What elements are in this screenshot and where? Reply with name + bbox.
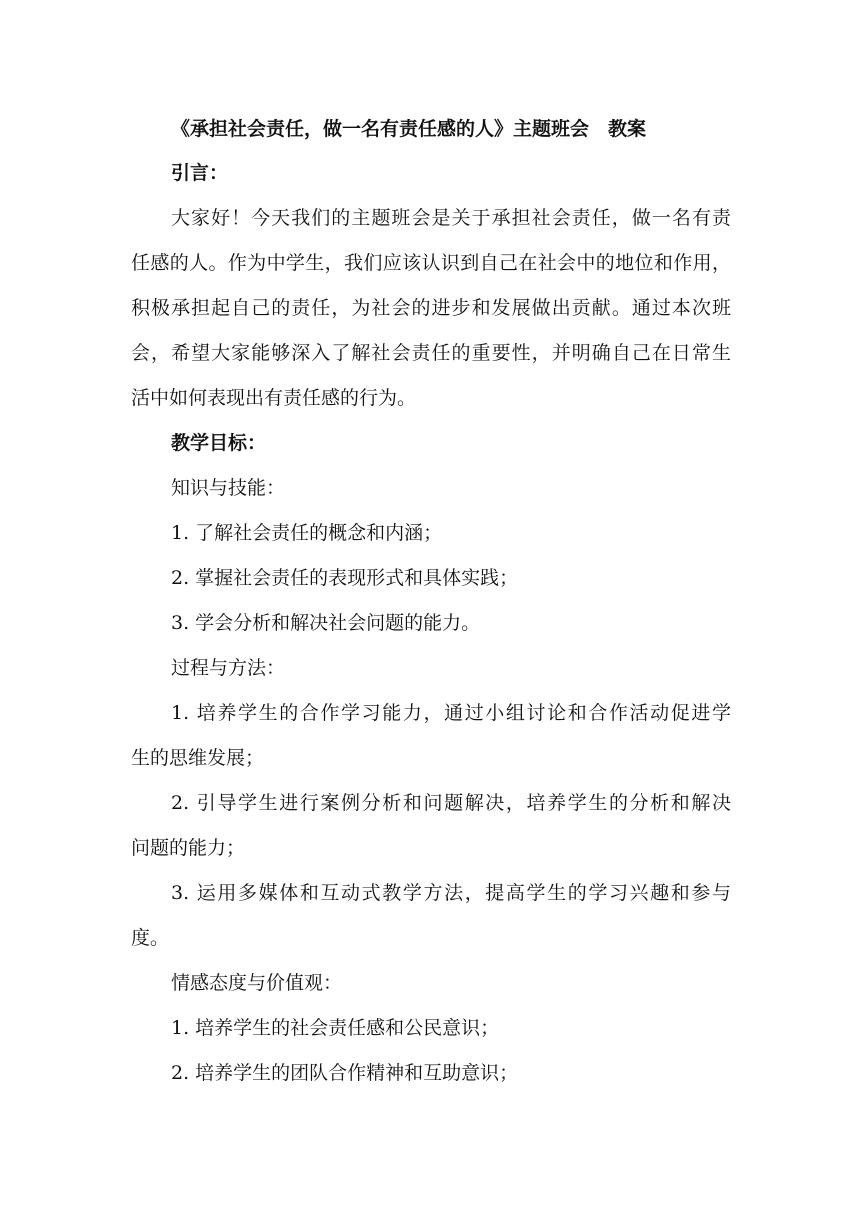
document-title: 《承担社会责任，做一名有责任感的人》主题班会 教案	[171, 118, 647, 140]
intro-heading: 引言：	[171, 162, 229, 184]
intro-line-3: 积极承担起自己的责任，为社会的进步和发展做出贡献。通过本次班	[131, 297, 731, 319]
intro-line-4: 会，希望大家能够深入了解社会责任的重要性，并明确自己在日常生	[131, 342, 731, 364]
knowledge-label: 知识与技能：	[171, 477, 286, 499]
intro-line-5: 活中如何表现出有责任感的行为。	[131, 387, 417, 409]
process-item-3-line-2: 度。	[131, 927, 170, 949]
emotion-item-2: 2. 培养学生的团队合作精神和互助意识；	[171, 1062, 519, 1084]
knowledge-item-2: 2. 掌握社会责任的表现形式和具体实践；	[171, 567, 519, 589]
knowledge-item-3: 3. 学会分析和解决社会问题的能力。	[171, 612, 481, 634]
intro-line-2: 任感的人。作为中学生，我们应该认识到自己在社会中的地位和作用，	[131, 252, 731, 274]
process-label: 过程与方法：	[171, 657, 286, 679]
intro-line-1: 大家好！今天我们的主题班会是关于承担社会责任，做一名有责	[171, 207, 731, 229]
knowledge-item-1: 1. 了解社会责任的概念和内涵；	[171, 522, 443, 544]
process-item-3-line-1: 3. 运用多媒体和互动式教学方法，提高学生的学习兴趣和参与	[171, 882, 731, 904]
objectives-heading: 教学目标：	[171, 432, 267, 454]
process-item-1-line-2: 生的思维发展；	[131, 747, 265, 769]
emotion-item-1: 1. 培养学生的社会责任感和公民意识；	[171, 1017, 500, 1039]
process-item-2-line-2: 问题的能力；	[131, 837, 246, 859]
emotion-label: 情感态度与价值观：	[171, 972, 343, 994]
process-item-1-line-1: 1. 培养学生的合作学习能力，通过小组讨论和合作活动促进学	[171, 702, 731, 724]
process-item-2-line-1: 2. 引导学生进行案例分析和问题解决，培养学生的分析和解决	[171, 792, 731, 814]
